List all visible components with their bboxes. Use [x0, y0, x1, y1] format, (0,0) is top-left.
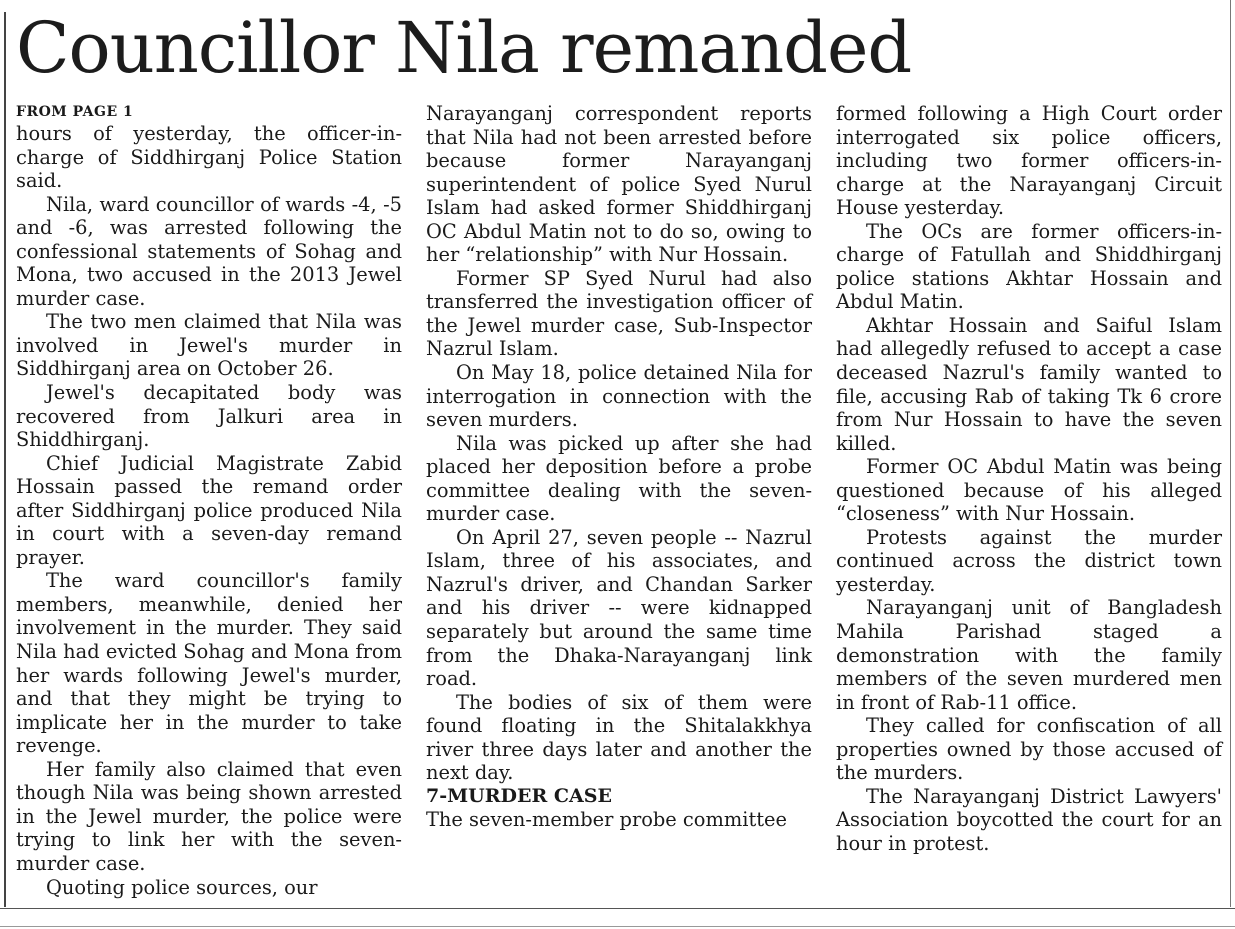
paragraph: formed following a High Court order interrogated six police officers, including two former officers-in-charge at the Narayanganj Circuit House yesterday.	[836, 102, 1222, 220]
paragraph: Former SP Syed Nurul had also transferred the investigation officer of the Jewel murder case, Sub-Inspector Nazrul Islam.	[426, 266, 812, 361]
right-border-rule	[1230, 0, 1231, 907]
paragraph: The Narayanganj District Lawyers' Association boycotted the court for an hour in protest.	[836, 784, 1222, 855]
paragraph: Narayanganj correspondent reports that Nila had not been arrested before because former Narayanganj superintendent of police Syed Nurul Islam had asked former Shiddhirganj OC Abdul Matin not to do so, owing to her “relationship” with Nur Hossain.	[426, 102, 812, 267]
bottom-border-rule	[0, 908, 1235, 909]
continued-from-label: FROM PAGE 1	[16, 104, 134, 120]
paragraph: Her family also claimed that even though Nila was being shown arrested in the Jewel murder, the police were trying to link her with the seven-murder case.	[16, 757, 402, 875]
paragraph: Chief Judicial Magistrate Zabid Hossain passed the remand order after Siddhirganj police produced Nila in court with a seven-day remand prayer.	[16, 451, 402, 569]
paragraph: Jewel's decapitated body was recovered from Jalkuri area in Shiddhirganj.	[16, 381, 402, 452]
paragraph: hours of yesterday, the officer-in-charge of Siddhirganj Police Station said.	[16, 122, 402, 193]
left-column-rule	[4, 12, 6, 907]
paragraph: Nila, ward councillor of wards -4, -5 and -6, was arrested following the confessional statements of Sohag and Mona, two accused in the 2013 Jewel murder case.	[16, 192, 402, 310]
paragraph: The OCs are former officers-in-charge of Fatullah and Shiddhirganj police stations Akhtar Hossain and Abdul Matin.	[836, 219, 1222, 314]
article-column-2	[426, 102, 812, 832]
paragraph: Nila was picked up after she had placed her deposition before a probe committee dealing with the seven-murder case.	[426, 431, 812, 526]
paragraph: On April 27, seven people -- Nazrul Islam, three of his associates, and Nazrul's driver, and Chandan Sarker and his driver -- were kidnapped separately but around the same time from the Dhaka-Narayanganj link road.	[426, 525, 812, 691]
paragraph: Protests against the murder continued across the district town yesterday.	[836, 525, 1222, 596]
paragraph: Akhtar Hossain and Saiful Islam had allegedly refused to accept a case deceased Nazrul's family wanted to file, accusing Rab of taking Tk 6 crore from Nur Hossain to have the seven killed.	[836, 313, 1222, 455]
paragraph: Quoting police sources, our	[46, 875, 318, 899]
paragraph: The ward councillor's family members, meanwhile, denied her involvement in the murder. They said Nila had evicted Sohag and Mona from her wards following Jewel's murder, and that they might be trying to implicate her in the murder to take revenge.	[16, 569, 402, 758]
article-column-1	[16, 102, 402, 899]
paragraph: They called for confiscation of all properties owned by those accused of the murders.	[836, 714, 1222, 785]
page-edge-rule	[0, 926, 1235, 927]
article-column-3	[836, 102, 1222, 856]
paragraph: Former OC Abdul Matin was being questioned because of his alleged “closeness” with Nur Hossain.	[836, 455, 1222, 526]
paragraph: The bodies of six of them were found floating in the Shitalakkhya river three days later and another the next day.	[426, 690, 812, 785]
paragraph: Narayanganj unit of Bangladesh Mahila Parishad staged a demonstration with the family members of the seven murdered men in front of Rab-11 office.	[836, 596, 1222, 714]
section-subhead: 7-MURDER CASE	[426, 784, 612, 807]
paragraph: The seven-member probe committee	[426, 808, 787, 832]
paragraph: The two men claimed that Nila was involved in Jewel's murder in Siddhirganj area on October 26.	[16, 310, 402, 381]
headline: Councillor Nila remanded	[16, 7, 912, 89]
paragraph: On May 18, police detained Nila for interrogation in connection with the seven murders.	[426, 361, 812, 432]
